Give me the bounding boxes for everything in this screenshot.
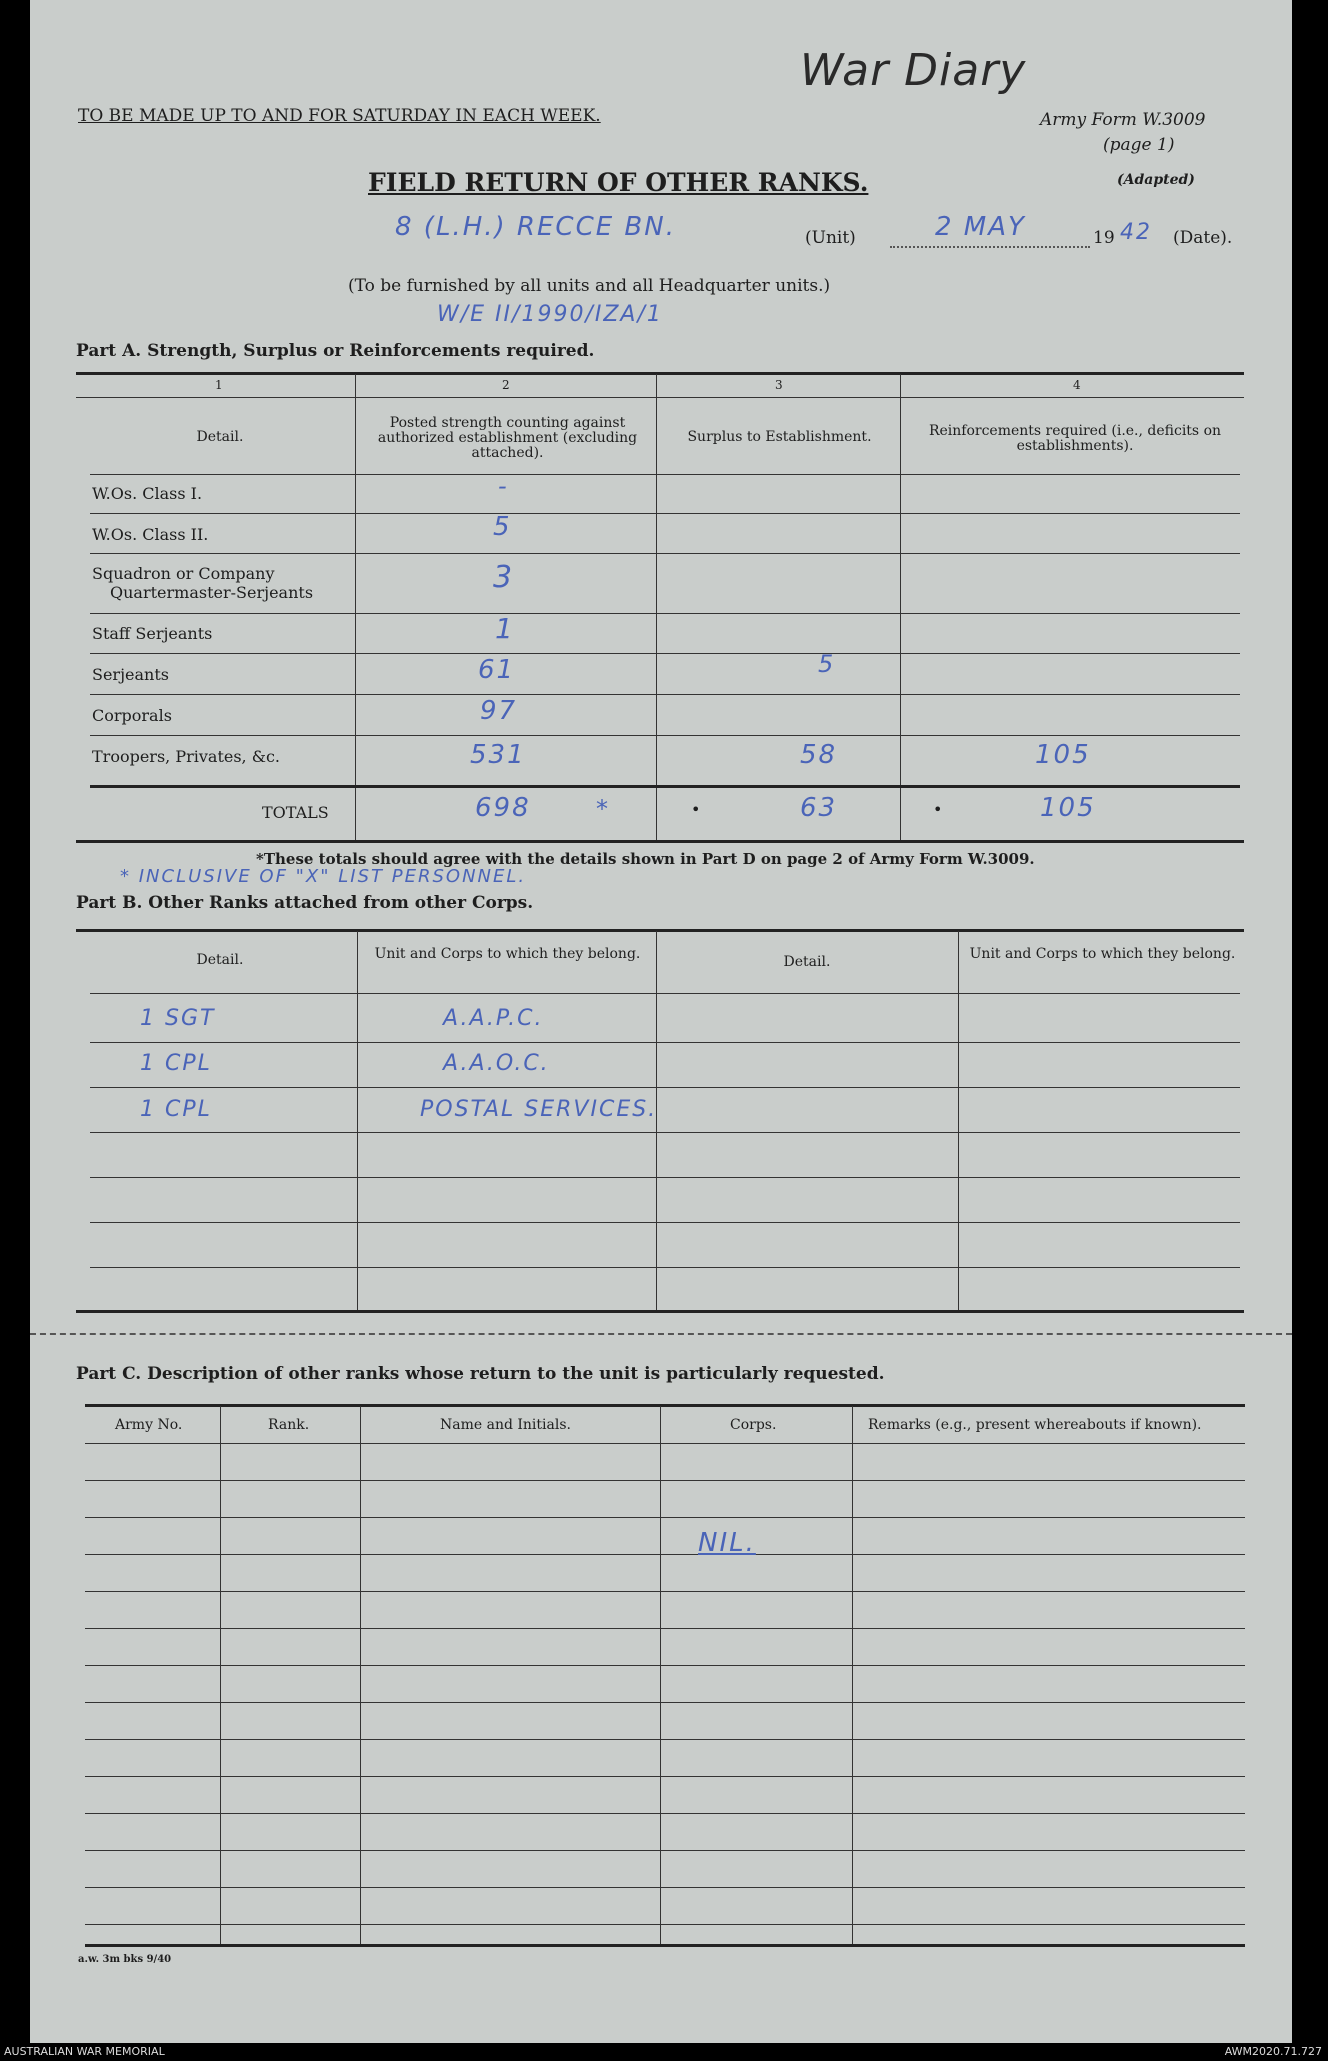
totals-label: TOTALS [262,803,329,822]
row-rule [90,1267,1240,1268]
date-label: (Date). [1173,228,1233,248]
posted-value: - [498,472,509,500]
reinforcements-value: 105 [1035,740,1091,770]
row-rule [85,1739,1245,1740]
col-header-reinforcements: Reinforcements required (i.e., deficits on establishments). [928,423,1222,454]
part-b-col-divider [357,931,358,1311]
unit-label: (Unit) [805,228,856,248]
total-reinforcements: 105 [1040,793,1096,823]
asterisk-mark: * [596,795,610,823]
row-rule [90,1177,1240,1178]
part-c-bottom-rule [85,1944,1245,1947]
row-label: Serjeants [92,665,169,684]
hand-unit: 8 (L.H.) RECCE BN. [395,212,676,242]
page-title: FIELD RETURN OF OTHER RANKS. [368,168,869,197]
part-a-col-divider [656,374,657,842]
form-adapted: (Adapted) [1117,172,1195,188]
total-posted: 698 [475,793,531,823]
row-rule [85,1480,1245,1481]
part-b-col-header: Detail. [783,954,831,970]
part-c-heading: Part C. Description of other ranks whose return to the unit is particularly requested. [76,1364,885,1384]
row-label: W.Os. Class I. [92,484,203,503]
part-b-col-header: Unit and Corps to which they belong. [374,946,641,962]
part-c-col-header: Name and Initials. [440,1417,571,1433]
row-rule [85,1776,1245,1777]
part-a-heading: Part A. Strength, Surplus or Reinforcements required. [76,341,595,361]
row-label: Corporals [92,706,172,725]
row-rule [90,1132,1240,1133]
surplus-value: 5 [818,650,836,678]
part-b-col-header: Unit and Corps to which they belong. [969,946,1236,962]
part-c-col-header: Army No. [115,1417,183,1433]
hand-date: 2 MAY [935,212,1026,242]
col-number: 3 [775,378,783,392]
row-rule [85,1628,1245,1629]
row-rule [85,1702,1245,1703]
posted-value: 61 [478,655,516,685]
part-c-col-header: Corps. [730,1417,777,1433]
row-rule [85,1591,1245,1592]
row-rule [90,735,1240,736]
part-a-col-divider [900,374,901,842]
part-c-header-rule [85,1443,1245,1444]
part-a-col-divider [355,374,356,842]
row-rule [90,513,1240,514]
row-rule [90,1222,1240,1223]
footer-source: AUSTRALIAN WAR MEMORIAL [4,2045,165,2058]
bullet-mark: • [933,800,943,819]
total-surplus: 63 [800,793,838,823]
row-label: Troopers, Privates, &c. [92,747,281,766]
part-a-footnote: *These totals should agree with the details shown in Part D on page 2 of Army Form W.3009. [256,850,1035,868]
attached-corps: POSTAL SERVICES. [420,1097,658,1122]
instruction-text: TO BE MADE UP TO AND FOR SATURDAY IN EACH WEEK. [78,106,601,126]
row-rule [85,1850,1245,1851]
posted-value: 97 [480,696,518,726]
row-rule [90,1042,1240,1043]
col-number: 4 [1073,378,1081,392]
col-number: 1 [215,378,223,392]
row-rule [85,1665,1245,1666]
row-rule [90,653,1240,654]
print-code: a.w. 3m bks 9/40 [78,1954,172,1965]
row-rule [85,1924,1245,1925]
row-rule [90,694,1240,695]
row-rule [85,1887,1245,1888]
attached-detail: 1 SGT [140,1006,216,1031]
row-rule [85,1554,1245,1555]
form-page: (page 1) [1103,135,1175,155]
part-b-header-rule [90,993,1240,994]
posted-value: 5 [493,512,512,542]
part-b-bottom-rule [76,1310,1244,1313]
attached-corps: A.A.P.C. [443,1006,544,1031]
col-header-posted: Posted strength counting against authorized establishment (excluding attached). [377,415,638,461]
hand-nil: NIL. [698,1528,756,1558]
attached-detail: 1 CPL [140,1097,212,1122]
part-c-col-header: Rank. [268,1417,310,1433]
row-rule [85,1517,1245,1518]
form-sheet [30,0,1292,2043]
row-rule [85,1813,1245,1814]
totals-rule [90,785,1240,788]
hand-year: 42 [1120,220,1152,245]
hand-footnote: * INCLUSIVE OF "X" LIST PERSONNEL. [120,866,527,887]
row-label-line2: Quartermaster-Serjeants [110,583,314,602]
part-c-col-divider [660,1406,661,1946]
unit-dots [890,246,1090,248]
col-number: 2 [502,378,510,392]
furnish-note: (To be furnished by all units and all Headquarter units.) [348,276,831,296]
col-header-detail: Detail. [196,429,244,445]
hand-war-diary: War Diary [800,45,1027,96]
hand-ref: W/E II/1990/IZA/1 [437,302,663,327]
row-rule [90,1087,1240,1088]
posted-value: 1 [495,612,515,645]
row-rule [90,613,1240,614]
part-c-col-divider [852,1406,853,1946]
part-c-col-divider [220,1406,221,1946]
attached-corps: A.A.O.C. [443,1051,550,1076]
year-prefix: 19 [1093,228,1115,248]
posted-value: 531 [470,740,526,770]
footer-accession: AWM2020.71.727 [1224,2045,1322,2058]
col-header-surplus: Surplus to Establishment. [687,429,872,445]
part-c-col-header: Remarks (e.g., present whereabouts if known). [868,1417,1202,1433]
part-a-top-rule [76,372,1244,375]
row-label: W.Os. Class II. [92,525,209,544]
part-b-top-rule [76,929,1244,932]
part-c-top-rule [85,1404,1245,1407]
part-b-heading: Part B. Other Ranks attached from other Corps. [76,893,534,913]
part-c-col-divider [360,1406,361,1946]
row-rule [90,553,1240,554]
part-a-num-rule [76,397,1244,398]
form-number: Army Form W.3009 [1040,110,1206,130]
row-label: Staff Serjeants [92,624,213,643]
row-label: Squadron or Company [92,564,275,583]
surplus-value: 58 [800,740,838,770]
bullet-mark: • [691,800,701,819]
fold-line [30,1333,1292,1335]
posted-value: 3 [493,560,515,595]
attached-detail: 1 CPL [140,1051,212,1076]
part-a-bottom-rule [76,840,1244,843]
part-b-col-divider [958,931,959,1311]
part-a-header-rule [90,474,1240,475]
part-b-col-header: Detail. [196,952,244,968]
